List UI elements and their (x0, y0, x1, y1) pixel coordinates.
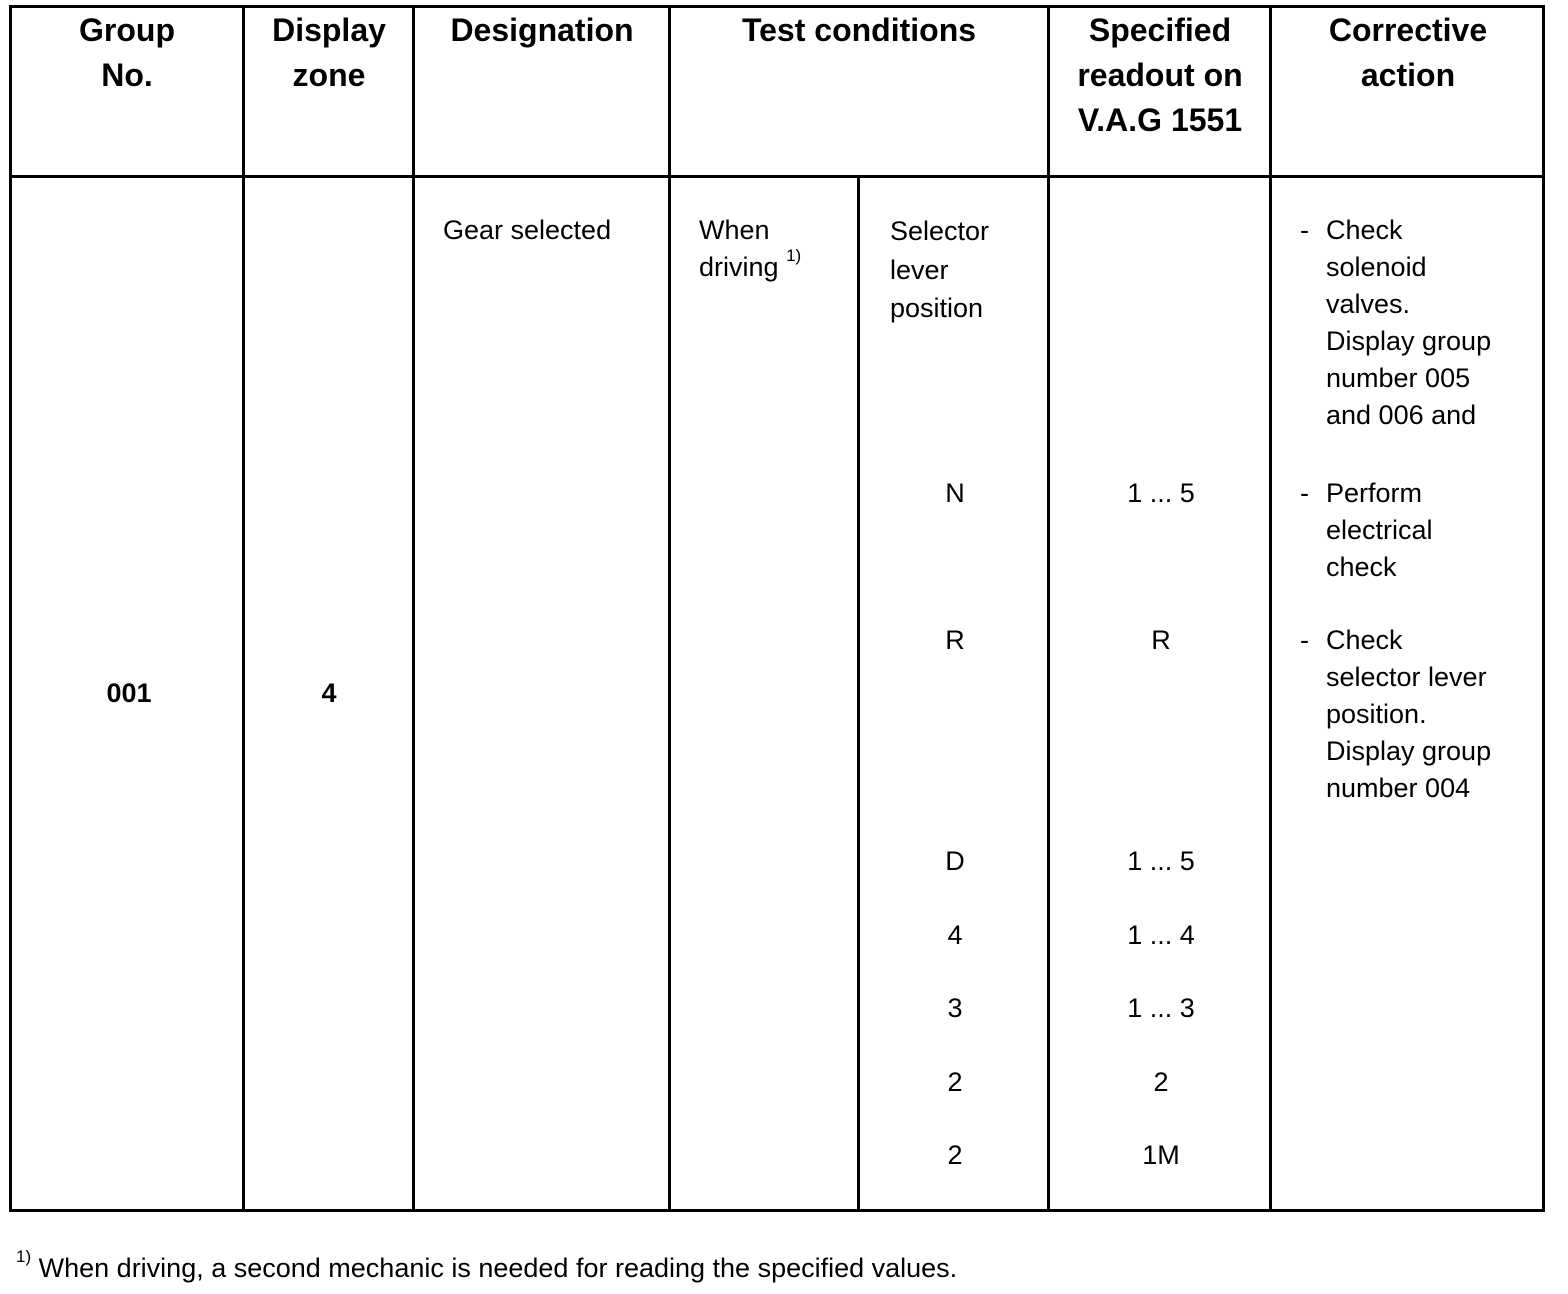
col-separator-4 (857, 175, 860, 1212)
corrective-action-1-dash: - (1300, 215, 1309, 245)
header-group-no (12, 8, 242, 98)
corrective-action-1-text (1326, 212, 1491, 434)
corrective-action-2 (1300, 475, 1433, 582)
footnote (16, 1247, 958, 1287)
designation-value: Gear selected (443, 215, 612, 245)
header-designation-text: Designation (450, 12, 634, 48)
table-border-bottom (9, 1209, 1545, 1212)
header-corrective-action-line-1: Corrective (1328, 12, 1488, 48)
corrective-action-1 (1300, 212, 1492, 430)
corrective-action-1-line-1: Check (1326, 215, 1403, 245)
col-separator-5 (1047, 5, 1050, 1212)
header-display-zone-line-2: zone (292, 57, 366, 93)
position-4: 4 (947, 920, 963, 950)
header-display-zone-line-1: Display (272, 12, 386, 48)
corrective-action-3-text (1326, 622, 1491, 807)
position-3: 3 (947, 993, 963, 1023)
header-specified-readout-line-1: Specified (1088, 12, 1232, 48)
readout-3: 1 ... 3 (1127, 993, 1195, 1023)
readout-n: 1 ... 5 (1127, 478, 1195, 508)
corrective-action-2-text (1326, 475, 1433, 586)
header-corrective-action-line-2: action (1360, 57, 1456, 93)
readout-2: 2 (1153, 1067, 1169, 1097)
corrective-action-2-line-3: check (1326, 552, 1397, 582)
col-separator-3 (668, 5, 671, 1212)
condition-value (699, 212, 801, 286)
col-separator-1 (242, 5, 245, 1212)
selector-label-line-1: Selector (890, 216, 990, 246)
corrective-action-3-line-1: Check (1326, 625, 1403, 655)
header-display-zone (245, 8, 413, 98)
header-corrective-action (1272, 8, 1544, 98)
position-2: 2 (947, 1067, 963, 1097)
header-specified-readout-line-3: V.A.G 1551 (1077, 102, 1243, 138)
corrective-action-1-line-5: number 005 (1326, 363, 1471, 393)
header-group-no-line-2: No. (101, 57, 153, 93)
corrective-action-1-line-4: Display group (1326, 326, 1492, 356)
position-2m: 2 (947, 1140, 963, 1170)
condition-footnote-mark: 1) (786, 246, 802, 265)
position-d: D (945, 846, 965, 876)
corrective-action-2-dash: - (1300, 478, 1309, 508)
corrective-action-2-line-1: Perform (1326, 478, 1423, 508)
readout-4: 1 ... 4 (1127, 920, 1195, 950)
condition-line-2-text: driving (699, 252, 779, 282)
condition-line-1: When (699, 215, 770, 245)
selector-label-line-3: position (890, 293, 984, 323)
selector-label (890, 212, 989, 328)
corrective-action-3-dash: - (1300, 625, 1309, 655)
corrective-action-1-line-3: valves. (1326, 289, 1411, 319)
corrective-action-3 (1300, 622, 1492, 803)
header-group-no-line-1: Group (79, 12, 175, 48)
corrective-action-1-line-2: solenoid (1326, 252, 1427, 282)
corrective-action-1-line-6: and 006 and (1326, 400, 1477, 430)
condition-line-2 (699, 246, 802, 286)
data-table (9, 5, 1545, 1212)
corrective-action-3-line-5: number 004 (1326, 773, 1471, 803)
selector-label-line-2: lever (890, 254, 949, 285)
col-separator-2 (412, 5, 415, 1212)
display-zone-value: 4 (321, 678, 337, 708)
header-test-conditions-text: Test conditions (741, 12, 977, 48)
position-r: R (945, 625, 965, 655)
corrective-action-2-line-2: electrical (1326, 515, 1433, 545)
col-separator-6 (1269, 5, 1272, 1212)
readout-1m: 1M (1142, 1140, 1180, 1170)
header-test-conditions (671, 8, 1047, 53)
corrective-action-3-line-4: Display group (1326, 736, 1492, 766)
header-specified-readout-line-2: readout on (1077, 57, 1243, 93)
footnote-mark: 1) (16, 1247, 32, 1266)
corrective-action-3-line-3: position. (1326, 699, 1427, 729)
corrective-action-3-line-2: selector lever (1326, 662, 1487, 692)
position-n: N (945, 478, 965, 508)
table-border-right (1542, 5, 1545, 1212)
header-separator (9, 175, 1545, 178)
table-border-left (9, 5, 12, 1212)
header-specified-readout (1050, 8, 1270, 143)
footnote-text: When driving, a second mechanic is needed for reading the specified values. (38, 1253, 958, 1283)
header-designation (415, 8, 669, 53)
readout-r: R (1151, 625, 1171, 655)
group-no-value: 001 (106, 678, 152, 708)
readout-d: 1 ... 5 (1127, 846, 1195, 876)
